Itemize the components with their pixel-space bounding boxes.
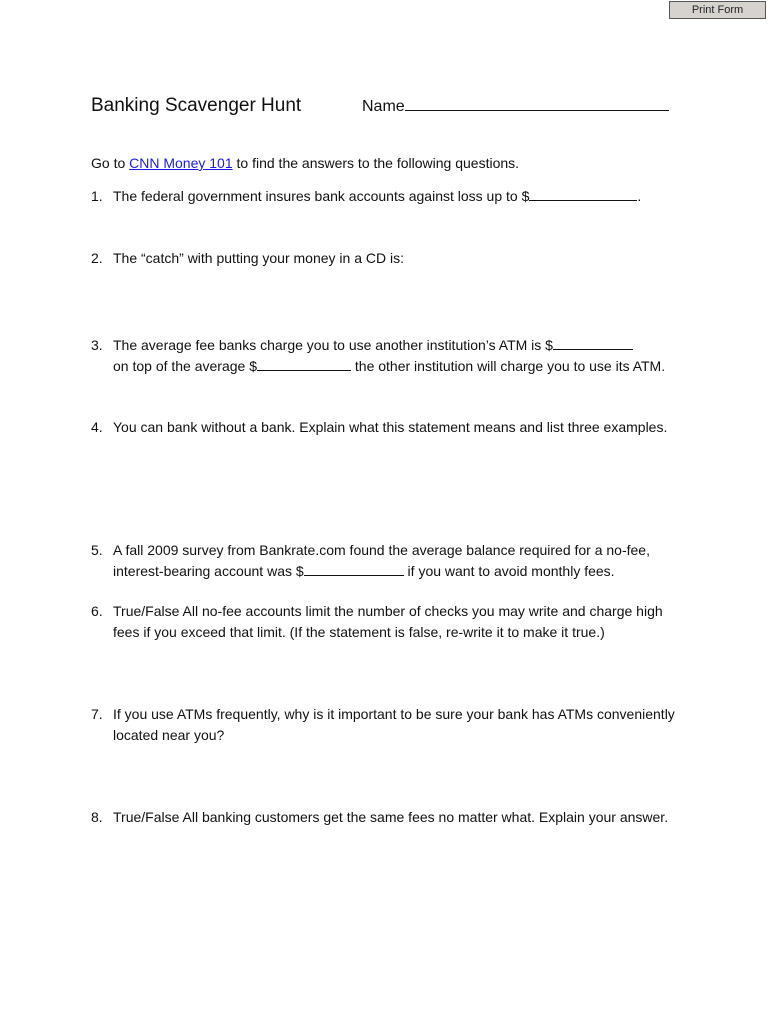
question-5 xyxy=(91,540,691,582)
question-text-part: True/False All no-fee accounts limit the number of checks you may write and charge high fees if you exceed that limit. (If the statement is false, re-write it to make it true.) xyxy=(113,603,663,640)
question-number: 1. xyxy=(91,188,103,204)
question-text xyxy=(113,704,691,746)
question-text xyxy=(113,540,691,582)
answer-blank-average-balance[interactable] xyxy=(304,561,404,576)
name-field-row xyxy=(362,94,669,120)
question-2 xyxy=(91,248,691,269)
answer-blank-other-fee[interactable] xyxy=(257,356,351,371)
question-text-part: The “catch” with putting your money in a CD is: xyxy=(113,250,405,266)
question-1 xyxy=(91,186,691,207)
question-7 xyxy=(91,704,691,746)
question-text xyxy=(113,248,691,269)
question-text xyxy=(113,601,691,643)
question-text-part: . xyxy=(637,188,642,204)
question-text-part: True/False All banking customers get the same fees no matter what. Explain your answer. xyxy=(113,809,669,825)
question-text xyxy=(113,807,691,828)
answer-blank-insured-amount[interactable] xyxy=(529,186,637,201)
name-label: Name xyxy=(362,98,405,115)
question-number: 7. xyxy=(91,706,103,722)
question-8 xyxy=(91,807,691,828)
question-text-part: The federal government insures bank accounts against loss up to $ xyxy=(113,188,530,204)
question-text xyxy=(113,335,691,377)
question-number: 3. xyxy=(91,337,103,353)
question-number: 8. xyxy=(91,809,103,825)
question-text xyxy=(113,417,691,438)
question-number: 6. xyxy=(91,603,103,619)
question-number: 4. xyxy=(91,419,103,435)
question-text-part: If you use ATMs frequently, why is it important to be sure your bank has ATMs conveniently located near you? xyxy=(113,706,675,743)
question-number: 5. xyxy=(91,542,103,558)
question-number: 2. xyxy=(91,250,103,266)
question-text-part: The average fee banks charge you to use another institution’s ATM is $ xyxy=(113,337,553,353)
question-text-part: You can bank without a bank. Explain what this statement means and list three examples. xyxy=(113,419,668,435)
print-form-button[interactable]: Print Form xyxy=(669,1,766,19)
intro-prefix: Go to xyxy=(91,155,130,171)
intro-suffix: to find the answers to the following questions. xyxy=(232,155,520,171)
question-6 xyxy=(91,601,691,643)
page-title: Banking Scavenger Hunt xyxy=(91,95,302,116)
question-text-part: if you want to avoid monthly fees. xyxy=(403,563,615,579)
intro-text xyxy=(91,153,519,173)
question-text-part: A fall 2009 survey from Bankrate.com found the average balance required for a no-fee, interest-bearing account was $ xyxy=(113,542,650,579)
answer-blank-atm-fee[interactable] xyxy=(553,335,633,350)
question-text xyxy=(113,186,691,207)
question-text-part: the other institution will charge you to use its ATM. xyxy=(351,358,666,374)
question-3 xyxy=(91,335,691,377)
question-text-part: on top of the average $ xyxy=(113,358,257,374)
cnn-money-101-link[interactable]: CNN Money 101 xyxy=(129,155,233,171)
name-input-line[interactable] xyxy=(405,96,669,111)
question-4 xyxy=(91,417,691,438)
